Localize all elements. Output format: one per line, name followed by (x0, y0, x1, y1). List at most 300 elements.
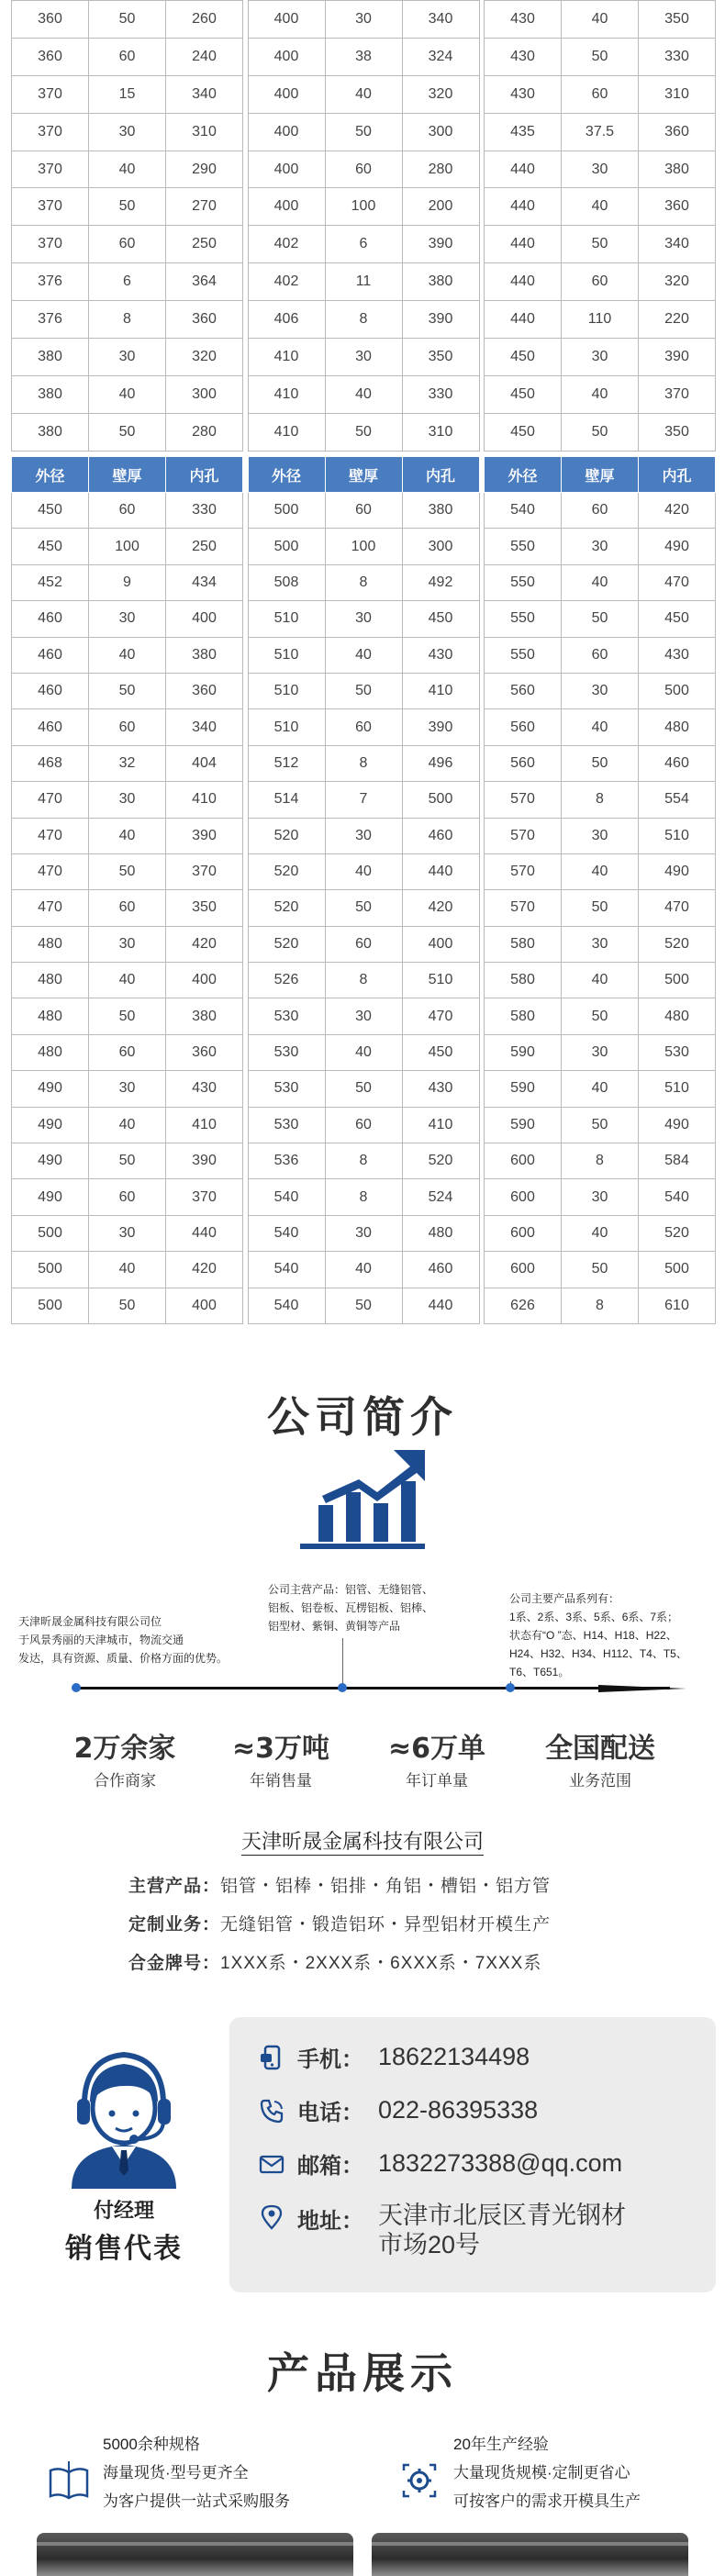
info-value: 1XXX系・2XXX系・6XXX系・7XXX系 (220, 1954, 542, 1973)
table-cell: 480 (639, 998, 716, 1034)
stat-label: 年订单量 (406, 1772, 468, 1790)
timeline-right-text (509, 1589, 687, 1681)
table-row (485, 1107, 716, 1143)
table-row (485, 375, 716, 413)
table-cell: 380 (166, 998, 243, 1034)
table-cell: 380 (12, 375, 89, 413)
address-line: 市场20号 (378, 2231, 481, 2258)
table-cell: 60 (89, 226, 166, 263)
table-cell: 40 (325, 375, 402, 413)
table-cell: 376 (12, 263, 89, 301)
table-cell: 512 (248, 745, 325, 781)
table-row (485, 38, 716, 75)
table-cell: 6 (89, 263, 166, 301)
product-photo-tubes (37, 2533, 353, 2576)
table-cell: 600 (485, 1143, 562, 1179)
table-cell: 554 (639, 782, 716, 818)
table-cell: 480 (12, 926, 89, 962)
table-cell: 40 (562, 564, 639, 600)
table-cell: 430 (402, 637, 479, 673)
table-cell: 60 (89, 890, 166, 926)
table-cell: 450 (402, 1034, 479, 1070)
table-row (485, 601, 716, 637)
stat-orders (345, 1725, 529, 1790)
table-row (485, 1215, 716, 1251)
table-row (248, 75, 479, 113)
table-row (485, 413, 716, 451)
table-row (12, 963, 243, 998)
table-cell: 50 (562, 890, 639, 926)
table-row (485, 963, 716, 998)
table-cell: 410 (402, 1107, 479, 1143)
table-cell: 500 (12, 1252, 89, 1288)
table-cell: 490 (639, 529, 716, 564)
contact-address[interactable] (259, 2201, 626, 2259)
table-cell: 430 (485, 38, 562, 75)
table-cell: 30 (325, 818, 402, 853)
table-cell: 7 (325, 782, 402, 818)
growth-chart-icon (298, 1448, 427, 1551)
table-cell: 6 (325, 226, 402, 263)
table-cell: 560 (485, 745, 562, 781)
table-cell: 60 (562, 75, 639, 113)
table-cell: 60 (325, 151, 402, 188)
table-cell: 580 (485, 963, 562, 998)
timeline-tick (342, 1638, 343, 1686)
timeline-right-line: T6、T651。 (509, 1666, 570, 1678)
table-cell: 32 (89, 745, 166, 781)
spec-table-top-1 (11, 0, 243, 452)
table-cell: 450 (402, 601, 479, 637)
table-cell: 360 (639, 113, 716, 151)
stat-value: 2万余家 (73, 1733, 176, 1765)
table-row (485, 1288, 716, 1323)
contact-mobile[interactable] (259, 2041, 530, 2073)
table-cell: 470 (12, 782, 89, 818)
contact-phone[interactable] (259, 2094, 538, 2126)
spec-table-bottom-1 (11, 456, 243, 1324)
table-row (12, 226, 243, 263)
spec-tables-top (11, 0, 716, 452)
table-cell: 500 (639, 1252, 716, 1288)
table-row (248, 709, 479, 745)
table-row (12, 493, 243, 529)
spec-table-bottom-3 (484, 456, 716, 1324)
timeline-right-line: 1系、2系、3系、5系、6系、7系； (509, 1611, 679, 1623)
table-cell: 450 (12, 529, 89, 564)
table-cell: 30 (562, 1179, 639, 1215)
timeline-dot (506, 1683, 515, 1692)
table-cell: 50 (325, 1288, 402, 1323)
table-row (12, 1179, 243, 1215)
table-cell: 510 (402, 963, 479, 998)
table-cell: 490 (639, 853, 716, 889)
table-cell: 420 (166, 926, 243, 962)
table-row (12, 529, 243, 564)
location-icon (259, 2204, 284, 2230)
table-cell: 460 (12, 637, 89, 673)
table-row (248, 113, 479, 151)
contact-value: 1832273388@qq.com (378, 2149, 623, 2177)
table-cell: 11 (325, 263, 402, 301)
table-cell: 60 (325, 493, 402, 529)
table-cell: 320 (402, 75, 479, 113)
table-cell: 450 (639, 601, 716, 637)
table-cell: 60 (325, 709, 402, 745)
table-row (12, 375, 243, 413)
table-row (248, 673, 479, 708)
table-row (12, 890, 243, 926)
info-alloy-grades (128, 1949, 541, 1974)
table-cell: 50 (562, 745, 639, 781)
table-row (248, 926, 479, 962)
mobile-icon (259, 2045, 284, 2070)
table-cell: 520 (248, 926, 325, 962)
table-row (485, 745, 716, 781)
table-row (12, 1034, 243, 1070)
table-cell: 60 (562, 637, 639, 673)
table-cell: 30 (325, 1, 402, 39)
table-row (12, 673, 243, 708)
table-cell: 50 (562, 226, 639, 263)
info-value: 无缝铝管・锻造铝环・异型铝材开模生产 (220, 1915, 552, 1935)
table-cell: 580 (485, 926, 562, 962)
table-row (248, 1071, 479, 1107)
table-cell: 480 (639, 709, 716, 745)
table-cell: 280 (166, 413, 243, 451)
table-cell: 470 (12, 853, 89, 889)
timeline-left-line: 发达，具有资源、质量、价格方面的优势。 (18, 1652, 229, 1665)
table-row (248, 1215, 479, 1251)
table-cell: 440 (485, 151, 562, 188)
table-cell: 30 (89, 1215, 166, 1251)
stat-value: 全国配送 (545, 1733, 655, 1765)
table-cell: 520 (248, 818, 325, 853)
info-label: 主营产品： (128, 1877, 221, 1896)
table-cell: 50 (562, 38, 639, 75)
table-cell: 490 (12, 1107, 89, 1143)
table-row (12, 782, 243, 818)
table-row (248, 1, 479, 39)
product-photos (37, 2533, 688, 2576)
table-cell: 626 (485, 1288, 562, 1323)
table-cell: 60 (562, 263, 639, 301)
table-cell: 8 (325, 1179, 402, 1215)
table-row (485, 151, 716, 188)
table-cell: 430 (639, 637, 716, 673)
table-cell: 370 (12, 75, 89, 113)
info-value: 铝管・铝棒・铝排・角铝・槽铝・铝方管 (220, 1877, 552, 1896)
table-cell: 400 (402, 926, 479, 962)
table-row (12, 853, 243, 889)
table-row (12, 188, 243, 226)
table-cell: 8 (562, 782, 639, 818)
table-cell: 390 (639, 339, 716, 376)
table-row (248, 188, 479, 226)
info-main-products (128, 1872, 551, 1897)
table-cell: 510 (248, 709, 325, 745)
table-cell: 40 (89, 1252, 166, 1288)
table-cell: 380 (639, 151, 716, 188)
contact-label: 电话： (297, 2100, 363, 2125)
table-cell: 50 (89, 413, 166, 451)
table-cell: 300 (402, 529, 479, 564)
table-cell: 400 (166, 963, 243, 998)
table-cell: 430 (166, 1071, 243, 1107)
table-cell: 440 (485, 263, 562, 301)
table-cell: 440 (402, 853, 479, 889)
table-row (248, 493, 479, 529)
table-cell: 40 (89, 818, 166, 853)
table-cell: 30 (562, 339, 639, 376)
settings-icon (396, 2458, 442, 2504)
table-cell: 380 (402, 493, 479, 529)
feature-line: 20年生产经验 (453, 2436, 549, 2453)
table-cell: 370 (166, 853, 243, 889)
table-cell: 100 (89, 529, 166, 564)
table-cell: 364 (166, 263, 243, 301)
table-row (12, 38, 243, 75)
table-cell: 460 (402, 1252, 479, 1288)
table-cell: 50 (325, 113, 402, 151)
info-label: 合金牌号： (128, 1954, 221, 1973)
table-cell: 340 (639, 226, 716, 263)
table-row (485, 818, 716, 853)
table-cell: 584 (639, 1143, 716, 1179)
table-cell: 434 (166, 564, 243, 600)
stat-label: 年销售量 (250, 1772, 312, 1790)
table-cell: 360 (166, 301, 243, 339)
table-cell: 360 (166, 1034, 243, 1070)
table-cell: 480 (12, 998, 89, 1034)
header-outer-diameter: 外径 (248, 457, 325, 493)
table-row (485, 1, 716, 39)
timeline-arrow-icon (598, 1676, 686, 1701)
table-row (248, 226, 479, 263)
table-cell: 50 (89, 673, 166, 708)
info-label: 定制业务： (128, 1915, 221, 1935)
table-cell: 8 (325, 564, 402, 600)
feature-line: 为客户提供一站式采购服务 (103, 2492, 290, 2510)
table-cell: 540 (248, 1252, 325, 1288)
table-cell: 390 (402, 226, 479, 263)
table-row (485, 1179, 716, 1215)
table-cell: 30 (562, 151, 639, 188)
table-cell: 40 (325, 853, 402, 889)
table-cell: 30 (89, 782, 166, 818)
contact-address-value (378, 2201, 626, 2259)
feature-line: 大量现货规模·定制更省心 (453, 2464, 630, 2481)
table-row (248, 529, 479, 564)
table-cell: 520 (248, 853, 325, 889)
table-cell: 492 (402, 564, 479, 600)
table-cell: 40 (562, 709, 639, 745)
table-cell: 100 (325, 529, 402, 564)
table-row (485, 998, 716, 1034)
table-row (12, 75, 243, 113)
table-cell: 30 (562, 1034, 639, 1070)
table-cell: 8 (325, 301, 402, 339)
table-cell: 300 (166, 375, 243, 413)
table-cell: 510 (248, 673, 325, 708)
table-row (12, 998, 243, 1034)
table-row (485, 1252, 716, 1288)
table-cell: 370 (12, 113, 89, 151)
customer-service-avatar (55, 2042, 193, 2189)
table-cell: 470 (12, 890, 89, 926)
table-cell: 40 (325, 637, 402, 673)
table-row (12, 301, 243, 339)
table-row (12, 818, 243, 853)
address-line: 天津市北辰区青光钢材 (378, 2202, 626, 2229)
table-row (248, 890, 479, 926)
header-wall-thickness: 壁厚 (89, 457, 166, 493)
table-cell: 30 (562, 818, 639, 853)
table-cell: 320 (639, 263, 716, 301)
table-cell: 560 (485, 709, 562, 745)
table-row (248, 745, 479, 781)
table-cell: 40 (562, 1071, 639, 1107)
table-cell: 50 (562, 601, 639, 637)
table-cell: 402 (248, 263, 325, 301)
timeline-dot (72, 1683, 81, 1692)
table-cell: 610 (639, 1288, 716, 1323)
table-cell: 380 (12, 339, 89, 376)
company-intro-title: 公司简介 (267, 1392, 458, 1442)
table-cell: 60 (562, 493, 639, 529)
table-cell: 536 (248, 1143, 325, 1179)
table-cell: 50 (562, 413, 639, 451)
table-row (248, 339, 479, 376)
table-cell: 40 (89, 637, 166, 673)
table-cell: 540 (639, 1179, 716, 1215)
table-cell: 510 (639, 1071, 716, 1107)
table-cell: 40 (89, 375, 166, 413)
table-row (12, 113, 243, 151)
table-row (12, 1252, 243, 1288)
table-cell: 440 (402, 1288, 479, 1323)
table-row (485, 564, 716, 600)
spec-table-bottom-2 (248, 456, 480, 1324)
table-row (248, 1034, 479, 1070)
table-cell: 30 (89, 601, 166, 637)
table-cell: 590 (485, 1107, 562, 1143)
table-cell: 530 (248, 1034, 325, 1070)
table-row (248, 301, 479, 339)
table-cell: 468 (12, 745, 89, 781)
info-custom-business (128, 1911, 551, 1935)
table-cell: 430 (402, 1071, 479, 1107)
table-cell: 350 (402, 339, 479, 376)
table-cell: 570 (485, 782, 562, 818)
table-cell: 40 (562, 963, 639, 998)
table-row (248, 1252, 479, 1288)
contact-email[interactable] (259, 2147, 622, 2180)
table-cell: 110 (562, 301, 639, 339)
table-cell: 40 (325, 75, 402, 113)
table-cell: 290 (166, 151, 243, 188)
table-cell: 452 (12, 564, 89, 600)
feature-line: 5000余种规格 (103, 2436, 200, 2453)
table-cell: 402 (248, 226, 325, 263)
table-cell: 50 (89, 188, 166, 226)
contact-value: 022-86395338 (378, 2096, 539, 2124)
table-cell: 420 (402, 890, 479, 926)
table-cell: 510 (248, 637, 325, 673)
table-cell: 60 (89, 493, 166, 529)
table-cell: 60 (325, 1107, 402, 1143)
table-row (12, 637, 243, 673)
table-cell: 450 (485, 413, 562, 451)
timeline-axis (75, 1687, 670, 1689)
table-cell: 510 (639, 818, 716, 853)
table-cell: 370 (12, 151, 89, 188)
table-cell: 590 (485, 1034, 562, 1070)
timeline-left-text (18, 1612, 228, 1667)
table-cell: 540 (248, 1288, 325, 1323)
table-row (12, 1143, 243, 1179)
table-cell: 200 (402, 188, 479, 226)
table-cell: 50 (562, 998, 639, 1034)
table-row (485, 782, 716, 818)
product-photo-rings (372, 2533, 688, 2576)
table-cell: 420 (166, 1252, 243, 1288)
table-cell: 550 (485, 529, 562, 564)
table-row (248, 637, 479, 673)
table-row (248, 1143, 479, 1179)
table-row (485, 529, 716, 564)
table-row (12, 1107, 243, 1143)
table-cell: 540 (485, 493, 562, 529)
table-cell: 100 (325, 188, 402, 226)
table-cell: 460 (12, 601, 89, 637)
table-cell: 30 (562, 673, 639, 708)
table-row (12, 339, 243, 376)
timeline-right-line: H24、H32、H34、H112、T4、T5、 (509, 1647, 687, 1660)
timeline-middle-text (268, 1580, 433, 1635)
table-row (12, 564, 243, 600)
table-cell: 60 (89, 1179, 166, 1215)
table-cell: 280 (402, 151, 479, 188)
table-cell: 410 (248, 375, 325, 413)
table-cell: 30 (89, 113, 166, 151)
table-cell: 410 (248, 413, 325, 451)
table-row (12, 1, 243, 39)
table-row (248, 853, 479, 889)
table-cell: 350 (639, 413, 716, 451)
table-cell: 8 (562, 1288, 639, 1323)
table-cell: 390 (166, 1143, 243, 1179)
table-cell: 570 (485, 853, 562, 889)
table-cell: 570 (485, 818, 562, 853)
table-cell: 526 (248, 963, 325, 998)
table-cell: 470 (639, 890, 716, 926)
stat-label: 合作商家 (94, 1772, 156, 1790)
timeline-right-line: 公司主要产品系列有： (509, 1592, 620, 1605)
table-cell: 440 (166, 1215, 243, 1251)
table-cell: 410 (166, 782, 243, 818)
stat-value: ≈3万吨 (231, 1733, 329, 1765)
table-row (12, 1071, 243, 1107)
table-row (485, 1143, 716, 1179)
table-cell: 340 (166, 75, 243, 113)
table-cell: 40 (89, 151, 166, 188)
table-row (485, 853, 716, 889)
table-cell: 500 (639, 963, 716, 998)
table-cell: 420 (639, 493, 716, 529)
table-row (248, 413, 479, 451)
table-row (485, 673, 716, 708)
